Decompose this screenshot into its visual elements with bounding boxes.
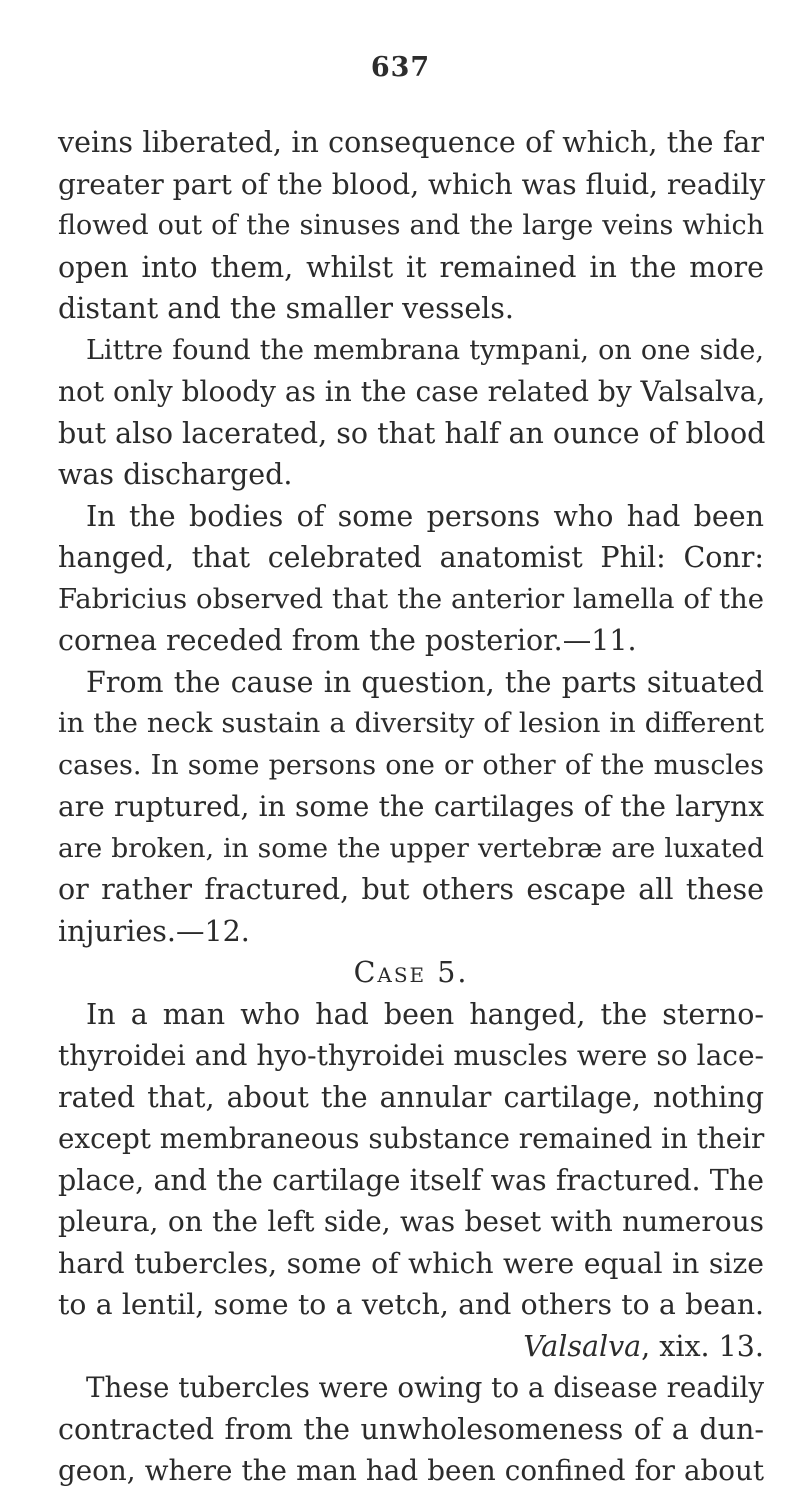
text-line: or rather fractured, but others escape all these — [58, 873, 764, 906]
text-line: was discharged. — [58, 458, 293, 491]
paragraph-start: In the bodies of some persons who had been — [86, 499, 764, 533]
text-line: place, and the cartilage itself was fractured. The — [58, 1163, 764, 1197]
text-line: Fabricius observed that the anterior lamella of the — [58, 582, 764, 615]
text-line: distant and the smaller vessels. — [58, 292, 514, 325]
text-line: not only bloody as in the case related by Valsalva, — [58, 375, 766, 408]
citation-line — [58, 1326, 764, 1368]
text-line: greater part of the blood, which was fluid, readily — [58, 167, 766, 201]
citation-author: Valsalva — [523, 1329, 642, 1363]
text-line: cases. In some persons one or other of the muscles — [58, 749, 764, 781]
paragraph-start: These tubercles were owing to a disease readily — [86, 1371, 764, 1404]
text-line: thyroidei and hyo-thyroidei muscles were so lace- — [58, 1039, 764, 1072]
paragraph-start: Littre found the membrana tympani, on one side, — [86, 334, 764, 366]
text-line: open into them, whilst it remained in the more — [58, 250, 764, 284]
text-line: are ruptured, in some the cartilages of the larynx — [58, 790, 764, 823]
text-line: are broken, in some the upper vertebræ are luxated — [58, 832, 764, 864]
paragraph-start: From the cause in question, the parts situated — [86, 665, 764, 699]
text-line: flowed out of the sinuses and the large veins which — [58, 210, 764, 241]
case-heading: Case 5. — [353, 956, 469, 989]
text-line: to a lentil, some to a vetch, and others to a bean. — [58, 1288, 764, 1321]
body-text — [58, 122, 764, 1492]
text-line: pleura, on the left side, was beset with numerous — [58, 1205, 764, 1238]
text-line: veins liberated, in consequence of which, the far — [58, 126, 764, 159]
text-line: geon, where the man had been confined for about — [58, 1454, 764, 1487]
citation-reference: , xix. 13. — [641, 1329, 764, 1363]
text-line: hard tubercles, some of which were equal in size — [58, 1246, 764, 1280]
text-line: hanged, that celebrated anatomist Phil: Conr: — [58, 541, 764, 574]
text-line: except membraneous substance remained in their — [58, 1122, 765, 1155]
text-line: but also lacerated, so that half an ounce of blood — [58, 416, 766, 450]
text-line: cornea receded from the posterior.—11. — [58, 624, 637, 657]
paragraph-start: In a man who had been hanged, the sterno- — [86, 997, 764, 1031]
text-line: injuries.—12. — [58, 914, 250, 948]
page-number: 637 — [370, 52, 431, 83]
text-line: contracted from the unwholesomeness of a dun- — [58, 1412, 764, 1446]
text-line: rated that, about the annular cartilage, nothing — [58, 1080, 764, 1114]
text-line: in the neck sustain a diversity of lesion in different — [58, 708, 764, 739]
